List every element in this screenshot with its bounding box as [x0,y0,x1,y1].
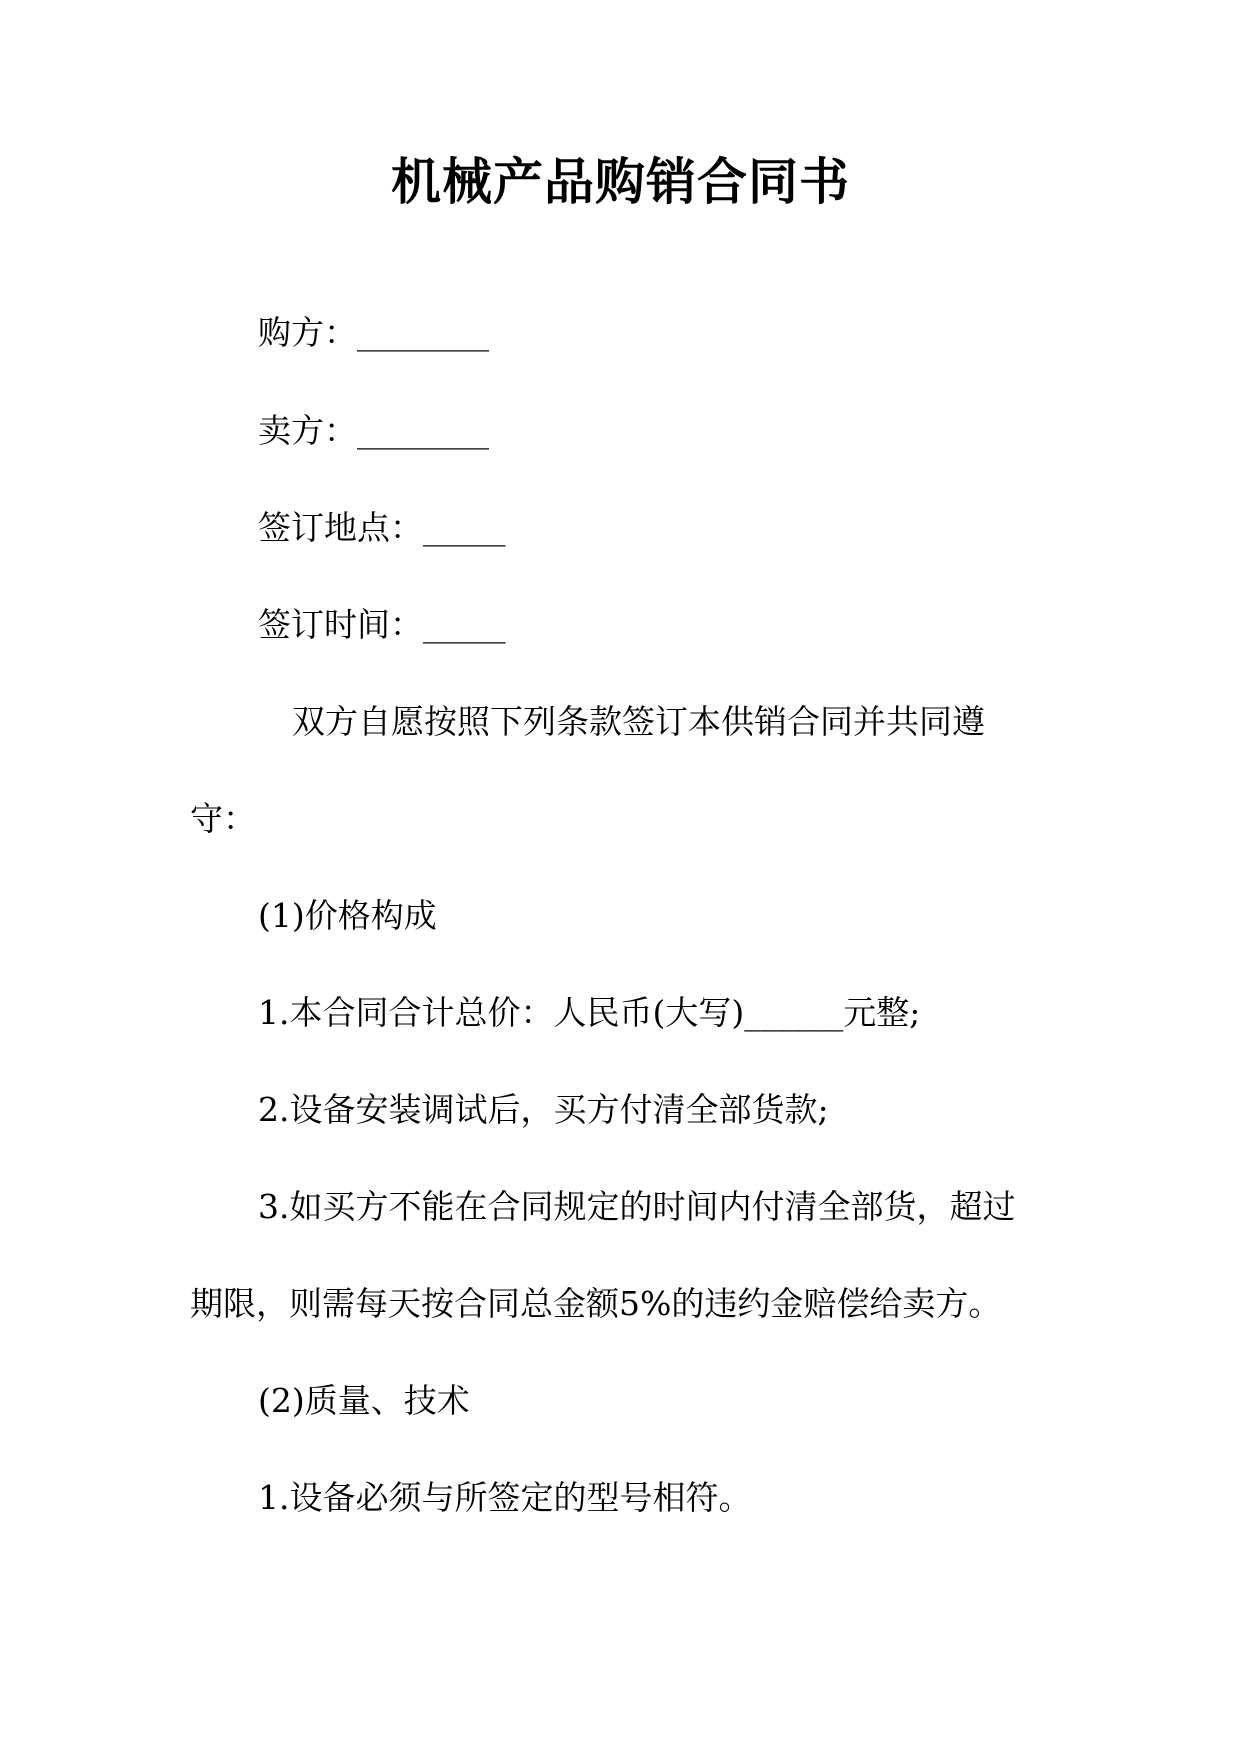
buyer-line: 购方：________ [258,313,489,352]
signing-place-line: 签订地点：_____ [258,508,506,547]
clause-price-3-line-1: 3.如买方不能在合同规定的时间内付清全部货，超过 [258,1187,1016,1226]
signing-time-line: 签订时间：_____ [258,605,506,644]
clause-price-3-line-2: 期限，则需每天按合同总金额5%的违约金赔偿给卖方。 [190,1284,1002,1323]
document-title: 机械产品购销合同书 [391,152,850,211]
clause-price-1: 1.本合同合计总价：人民币(大写)______元整; [258,993,921,1032]
agreement-paragraph-line-2: 守： [190,799,256,838]
seller-line: 卖方：________ [258,411,489,450]
clause-quality-1: 1.设备必须与所签定的型号相符。 [258,1478,752,1517]
section-heading-quality: (2)质量、技术 [258,1381,470,1420]
section-heading-price: (1)价格构成 [258,896,437,935]
agreement-paragraph-line-1: 双方自愿按照下列条款签订本供销合同并共同遵 [292,702,985,741]
clause-price-2: 2.设备安装调试后，买方付清全部货款; [258,1090,829,1129]
